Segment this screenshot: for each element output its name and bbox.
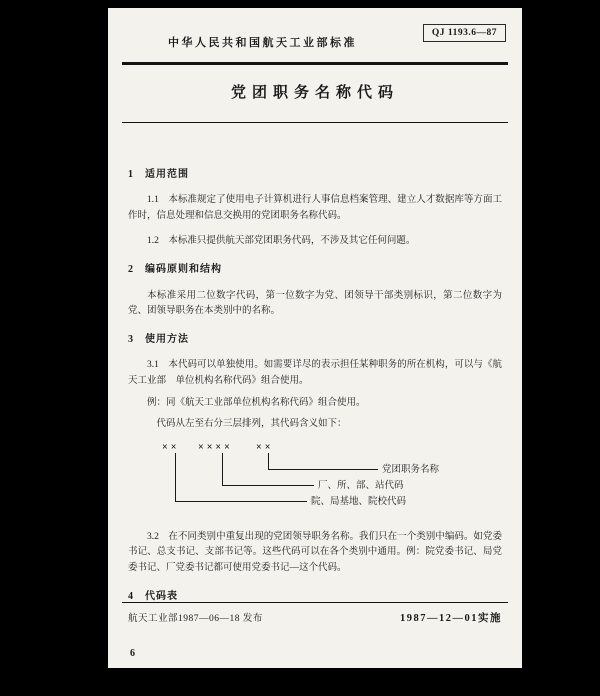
- paragraph-1-1: 1.1 本标准规定了使用电子计算机进行人事信息档案管理、建立人才数据库等方面工作时，信息处理和信息交换用的党团职务名称代码。: [128, 195, 502, 221]
- diagram-label-factory-code: 厂、所、部、站代码: [318, 480, 404, 491]
- paragraph-2-1: 本标准采用二位数字代码，第一位数字为党、团领导干部类别标识，第二位数字为党、团领导职务在本类别中的名称。: [128, 290, 502, 316]
- footer-divider: [122, 602, 508, 603]
- connector-line-vertical-2: [222, 453, 223, 485]
- connector-line-horizontal-3: [175, 501, 307, 502]
- page-number: 6: [130, 648, 135, 659]
- document-title: 党团职务名称代码: [230, 85, 399, 101]
- implementation-date-text: 1987—12—01实施: [400, 613, 502, 624]
- standard-authority-label: 中华人民共和国航天工业部标准: [168, 37, 357, 49]
- code-placeholder-group-3: ××: [256, 441, 274, 453]
- header-divider: [122, 62, 508, 65]
- paragraph-1-2: 1.2 本标准只提供航天部党团职务代码，不涉及其它任何问题。: [147, 235, 416, 246]
- connector-line-horizontal-2: [222, 485, 314, 486]
- title-divider: [122, 122, 508, 123]
- connector-line-vertical-1: [268, 453, 269, 469]
- connector-line-vertical-3: [175, 453, 176, 501]
- paragraph-3-1: 3.1 本代码可以单独使用。如需要详尽的表示担任某种职务的所在机构，可以与《航天工业部 单位机构名称代码》组合使用。: [128, 360, 502, 386]
- code-structure-diagram: [158, 440, 502, 520]
- diagram-label-academy-code: 院、局基地、院校代码: [311, 496, 407, 507]
- section-1-heading: 1 适用范围: [128, 169, 189, 180]
- document-footer: [128, 610, 502, 625]
- diagram-label-position-name: 党团职务名称: [382, 464, 440, 475]
- issue-date-text: 航天工业部1987—06—18 发布: [128, 614, 263, 624]
- paragraph-3-example: 例：同《航天工业部单位机构名称代码》组合使用。: [147, 398, 366, 409]
- paragraph-3-2: 3.2 在不同类别中重复出现的党团领导职务名称。我们只在一个类别中编码。如党委书记、总支书记、支部书记等。这些代码可以在各个类别中通用。例：院党委书记、局党委书记、厂党委书记都可使用党委书记—这个代码。: [128, 531, 502, 573]
- standard-number-badge: QJ 1193.6—87: [423, 24, 506, 42]
- document-body: [108, 167, 522, 605]
- document-header: [108, 8, 522, 62]
- code-placeholder-group-1: ××: [162, 441, 180, 453]
- paragraph-code-structure-intro: 代码从左至右分三层排列，其代码含义如下：: [156, 418, 347, 429]
- section-4-heading: 4 代码表: [128, 591, 178, 603]
- section-2-heading: 2 编码原则和结构: [128, 264, 222, 276]
- connector-line-horizontal-1: [268, 469, 378, 470]
- section-3-heading: 3 使用方法: [128, 334, 189, 346]
- code-placeholder-group-2: ××××: [198, 441, 233, 453]
- document-page: [108, 8, 522, 668]
